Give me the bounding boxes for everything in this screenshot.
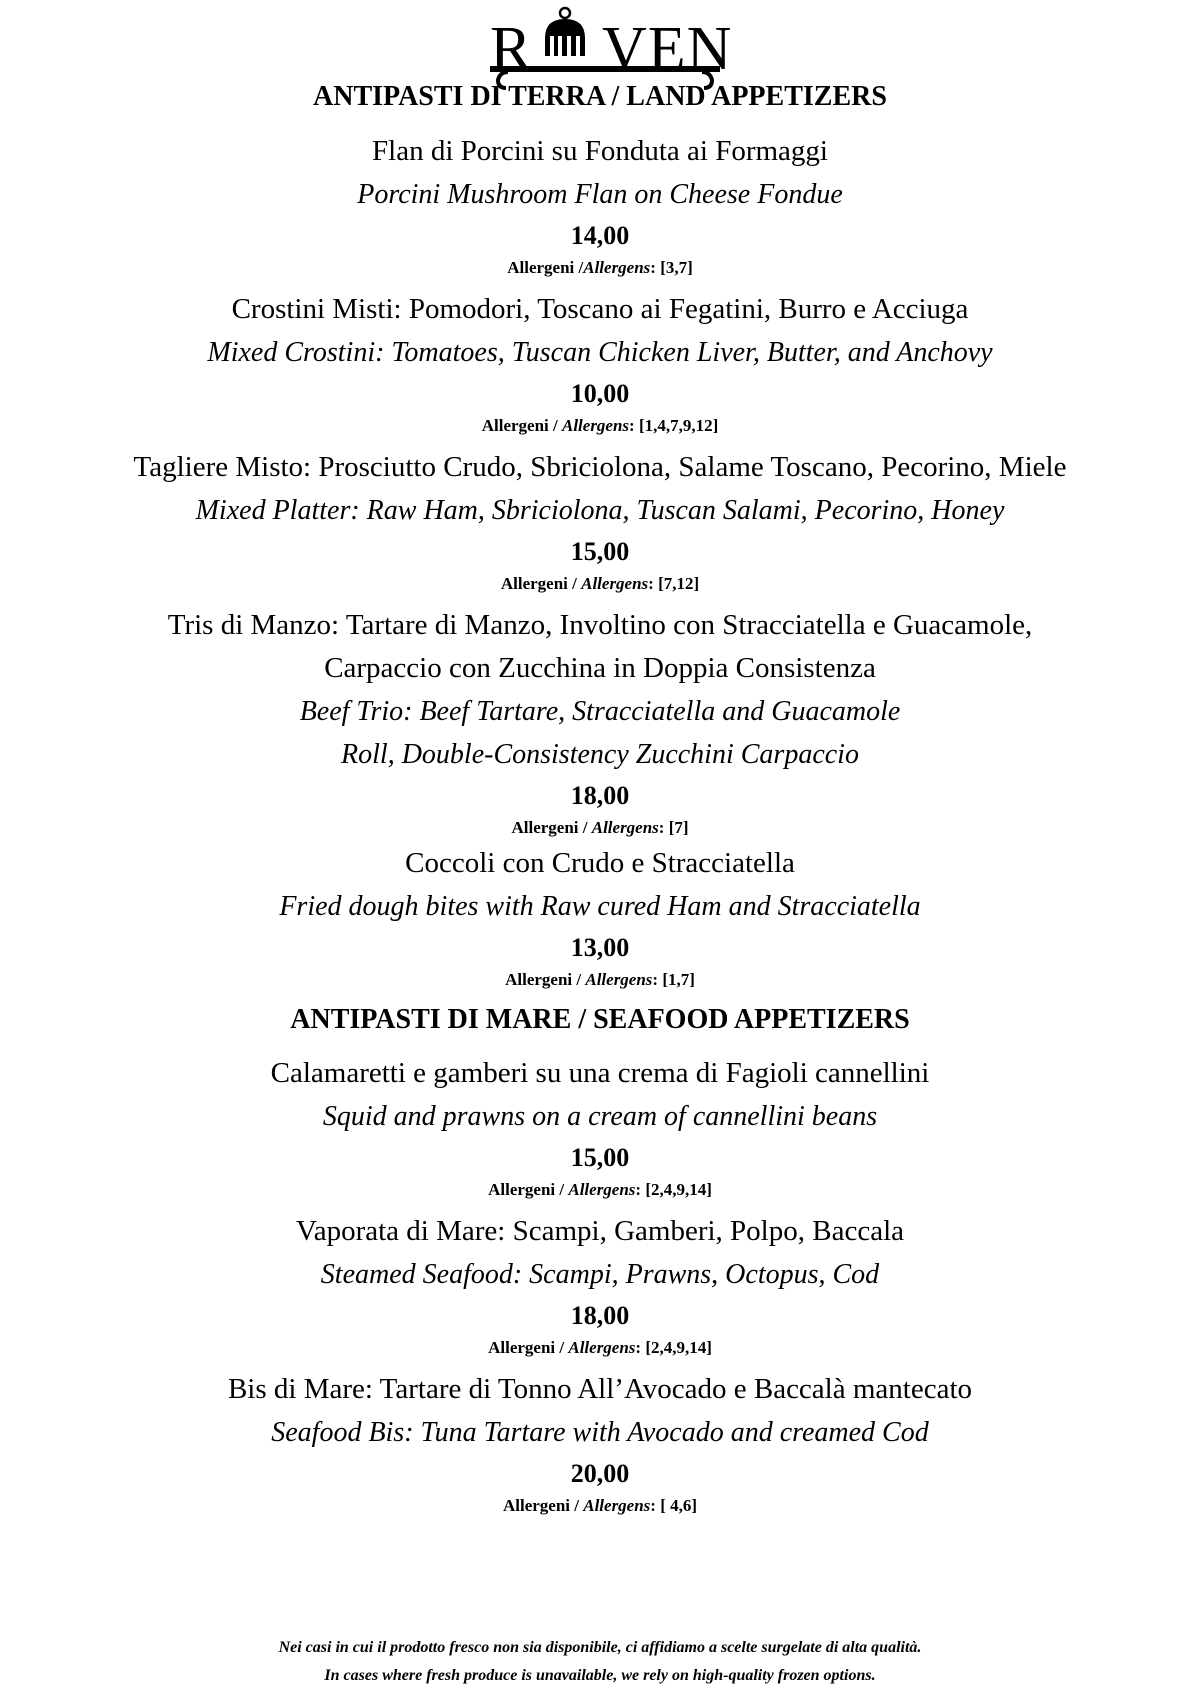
dish-name-en: Squid and prawns on a cream of cannellini beans (322, 1101, 878, 1132)
dish-name-en: Steamed Seafood: Scampi, Prawns, Octopus, Cod (320, 1259, 880, 1290)
dish-name-it: Tagliere Misto: Prosciutto Crudo, Sbriciolona, Salame Toscano, Pecorino, Miele (133, 451, 1067, 483)
dish-allergens: Allergeni / Allergens: [7,12] (500, 574, 700, 593)
dish-allergens: Allergeni / Allergens: [ 4,6] (502, 1496, 698, 1515)
footnote-en: In cases where fresh produce is unavailable, we rely on high-quality frozen options. (324, 1667, 876, 1684)
dish-allergens: Allergeni / Allergens: [2,4,9,14] (488, 1338, 712, 1357)
section-title-land: ANTIPASTI DI TERRA / LAND APPETIZERS (313, 81, 887, 112)
dish-name-it: Bis di Mare: Tartare di Tonno All’Avocado e Baccalà mantecato (227, 1373, 973, 1405)
dish-allergens: Allergeni / Allergens: [1,7] (505, 970, 695, 989)
dish-name-en: Mixed Crostini: Tomatoes, Tuscan Chicken Liver, Butter, and Anchovy (207, 337, 993, 368)
dish-price: 15,00 (570, 537, 630, 566)
dish-allergens: Allergeni / Allergens: [1,4,7,9,12] (481, 416, 719, 435)
dish-allergens: Allergeni / Allergens: [7] (511, 818, 689, 837)
dish-name-it: Flan di Porcini su Fonduta ai Formaggi (372, 135, 828, 167)
logo-letters-ven: VEN (602, 15, 733, 83)
dish-name-en: Mixed Platter: Raw Ham, Sbriciolona, Tuscan Salami, Pecorino, Honey (195, 495, 1005, 526)
dish-price: 18,00 (570, 1301, 630, 1330)
logo-letter-r: R (490, 15, 533, 83)
dish-tris-di-manzo (0, 604, 1200, 840)
dish-name-it: Coccoli con Crudo e Stracciatella (405, 847, 795, 879)
dish-name-it: Calamaretti e gamberi su una crema di Fagioli cannellini (270, 1057, 930, 1089)
dish-name-en: Porcini Mushroom Flan on Cheese Fondue (357, 179, 843, 210)
dish-crostini-misti (0, 288, 1200, 438)
dish-price: 20,00 (570, 1459, 630, 1488)
dish-calamaretti (0, 1052, 1200, 1202)
dish-name-en: Fried dough bites with Raw cured Ham and Stracciatella (279, 891, 921, 922)
dish-name-it: Crostini Misti: Pomodori, Toscano ai Fegatini, Burro e Acciuga (231, 293, 969, 325)
footnote-it: Nei casi in cui il prodotto fresco non sia disponibile, ci affidiamo a scelte surgelate di alta qualità. (278, 1639, 922, 1656)
roven-logo (490, 6, 733, 92)
dish-bis-di-mare (0, 1368, 1200, 1518)
dish-allergens: Allergeni / Allergens: [2,4,9,14] (488, 1180, 712, 1199)
dish-price: 10,00 (570, 379, 630, 408)
section-title-sea: ANTIPASTI DI MARE / SEAFOOD APPETIZERS (290, 1004, 910, 1035)
dish-price: 15,00 (570, 1143, 630, 1172)
dish-name-en-line2: Roll, Double-Consistency Zucchini Carpaccio (341, 739, 859, 770)
dish-name-en: Beef Trio: Beef Tartare, Stracciatella and Guacamole (299, 696, 901, 727)
dish-flan-porcini (0, 130, 1200, 280)
dish-name-it: Tris di Manzo: Tartare di Manzo, Involtino con Stracciatella e Guacamole, (167, 609, 1033, 641)
dish-tagliere-misto (0, 446, 1200, 596)
dish-allergens: Allergeni /Allergens: [3,7] (507, 258, 693, 277)
dish-price: 14,00 (570, 221, 630, 250)
dish-name-it: Vaporata di Mare: Scampi, Gamberi, Polpo, Baccala (296, 1215, 904, 1247)
dish-name-en: Seafood Bis: Tuna Tartare with Avocado and creamed Cod (271, 1417, 929, 1448)
dish-price: 13,00 (570, 933, 630, 962)
dish-vaporata-di-mare (0, 1210, 1200, 1360)
dish-price: 18,00 (570, 781, 630, 810)
dish-name-it-line2: Carpaccio con Zucchina in Doppia Consistenza (324, 652, 876, 684)
dish-coccoli (0, 842, 1200, 992)
